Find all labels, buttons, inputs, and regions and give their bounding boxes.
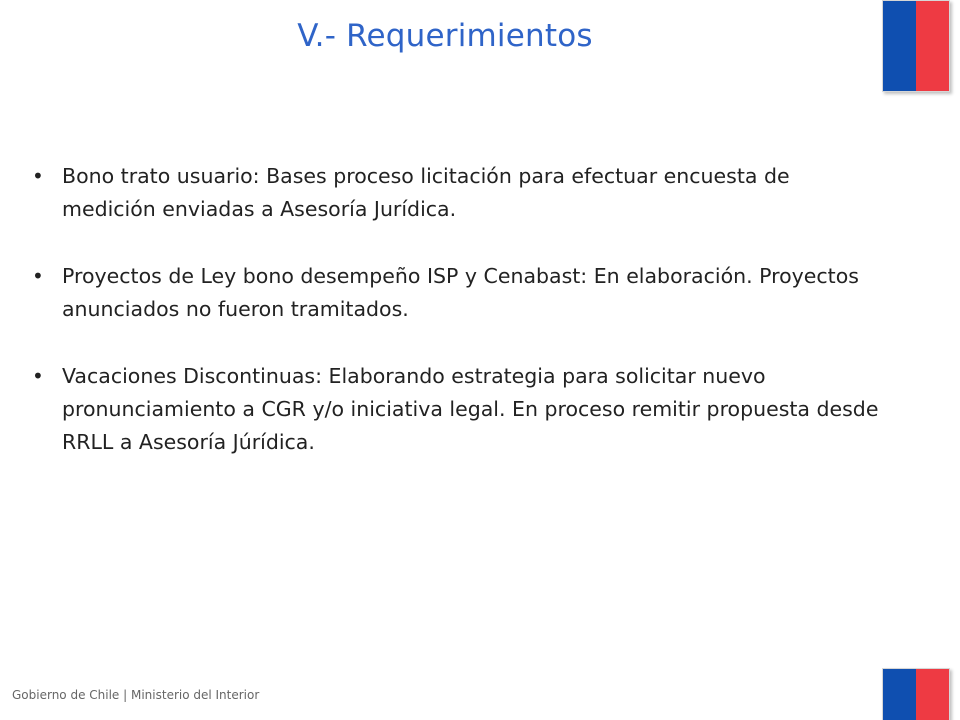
footer-text: Gobierno de Chile | Ministerio del Interior	[12, 688, 260, 702]
slide-title: V.- Requerimientos	[297, 18, 593, 54]
bullet-item-bono-trato	[28, 160, 888, 226]
flag-blue-stripe	[883, 669, 916, 720]
bullet-dot-icon: •	[32, 264, 44, 288]
bullet-dot-icon: •	[32, 364, 44, 388]
bullet-dot-icon: •	[32, 164, 44, 188]
bullet-text: Proyectos de Ley bono desempeño ISP y Cenabast: En elaboración. Proyectos anunciados no fueron tramitados.	[62, 264, 859, 321]
bullet-list	[28, 160, 888, 493]
flag-stripes-top-icon	[882, 0, 950, 92]
flag-red-stripe	[916, 669, 949, 720]
flag-blue-stripe	[883, 1, 916, 91]
bullet-text: Vacaciones Discontinuas: Elaborando estrategia para solicitar nuevo pronunciamiento a CGR y/o iniciativa legal. En proceso remitir propuesta desde RRLL a Asesoría Júrídica.	[62, 364, 879, 454]
bullet-text: Bono trato usuario: Bases proceso licitación para efectuar encuesta de medición enviadas a Asesoría Jurídica.	[62, 164, 790, 221]
flag-red-stripe	[916, 1, 949, 91]
bullet-item-proyectos-ley	[28, 260, 888, 326]
bullet-item-vacaciones	[28, 360, 888, 459]
flag-stripes-bottom-icon	[882, 668, 950, 720]
